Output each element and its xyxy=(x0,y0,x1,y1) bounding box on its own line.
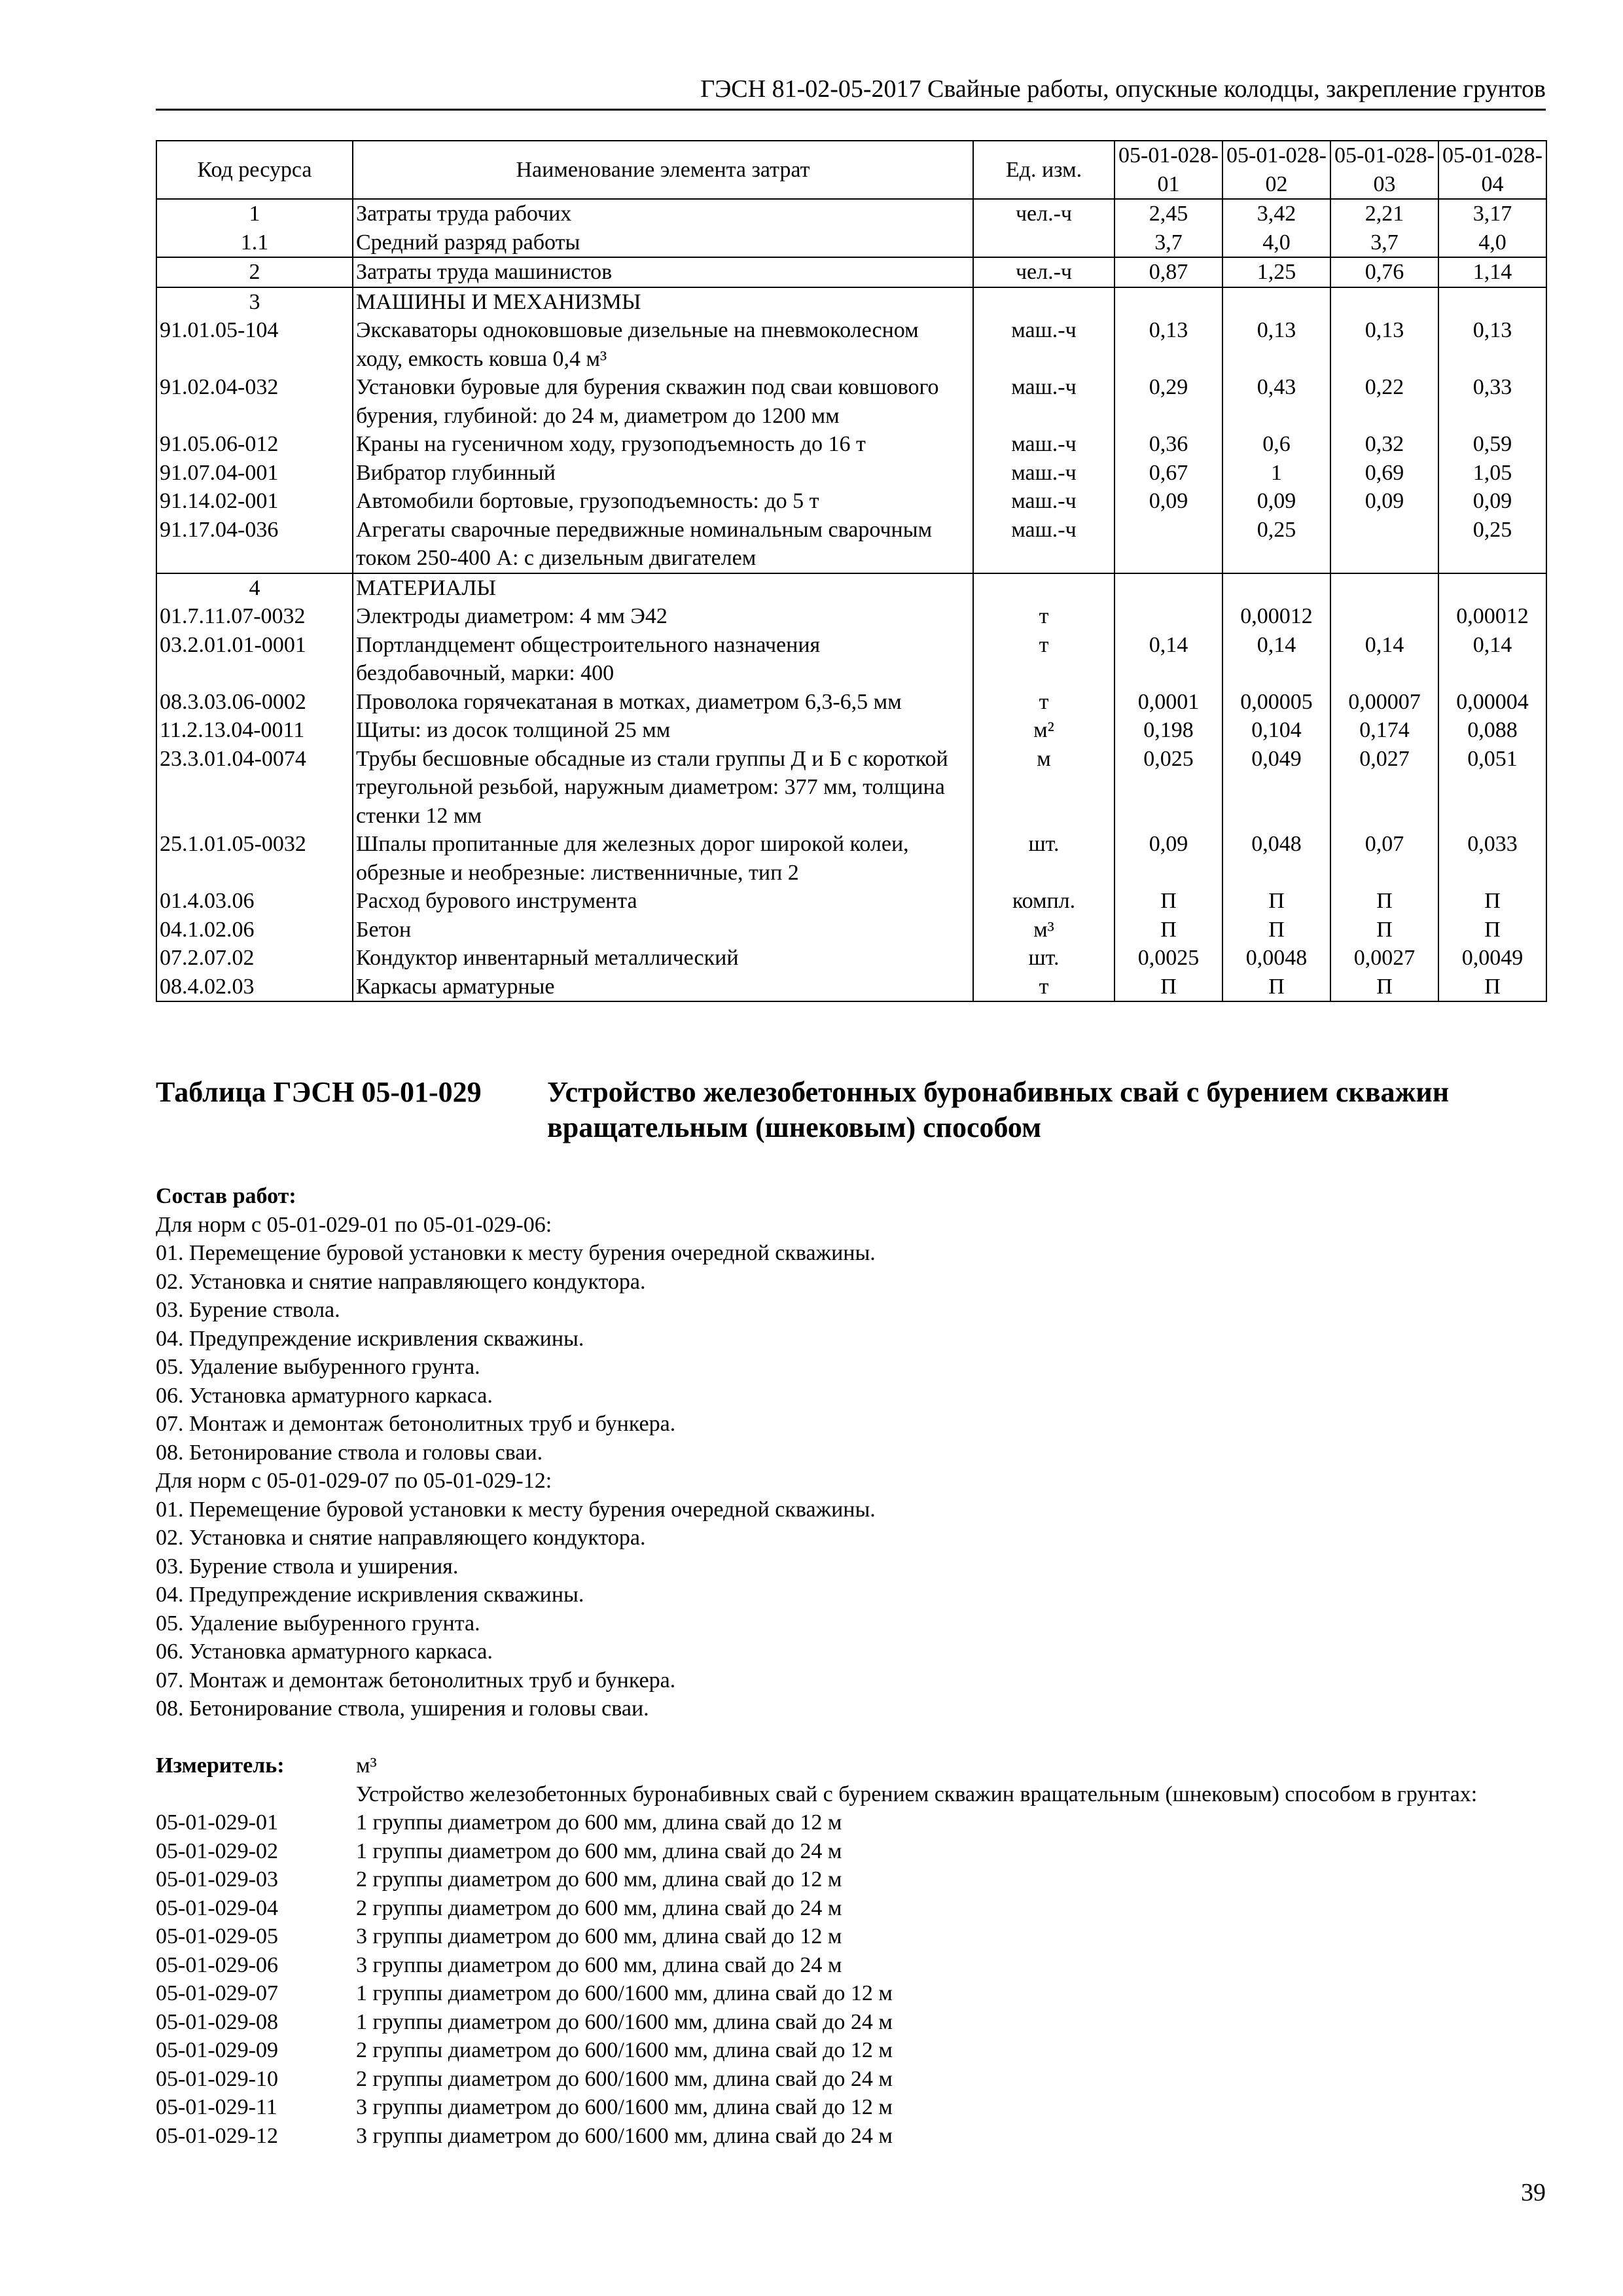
cell-unit: т xyxy=(973,688,1115,717)
norm-code: 05-01-029-09 xyxy=(156,2038,278,2062)
cell-v4: 0,00012 xyxy=(1438,602,1546,631)
cell-v3: 0,22 xyxy=(1330,373,1438,430)
work-item: 06. Установка арматурного каркаса. xyxy=(156,1383,493,1408)
cell-v3: 0,0027 xyxy=(1330,944,1438,973)
cell-unit: компл. xyxy=(973,887,1115,916)
norm-item xyxy=(156,2093,1546,2122)
cell-code: 03.2.01.01-0001 xyxy=(156,631,353,688)
work-item: 02. Установка и снятие направляющего кондуктора. xyxy=(156,1269,646,1294)
norm-description: 1 группы диаметром до 600/1600 мм, длина свай до 12 м xyxy=(356,1981,893,2005)
cell-v4: П xyxy=(1438,887,1546,916)
cell-v4: 1,05 xyxy=(1438,459,1546,488)
cell-name: Бетон xyxy=(353,916,973,944)
cell-name: Установки буровые для бурения скважин под сваи ковшового бурения, глубиной: до 24 м, диаметром до 1200 мм xyxy=(353,373,973,430)
cell-unit: м² xyxy=(973,716,1115,745)
cell-v2: 3,42 xyxy=(1222,199,1330,228)
cell-code: 91.14.02-001 xyxy=(156,487,353,516)
cell-v1 xyxy=(1115,516,1222,573)
work-composition-label: Состав работ: xyxy=(156,1184,296,1208)
cell-code: 1 xyxy=(156,199,353,228)
header-rule xyxy=(156,109,1546,111)
cell-v2: 1 xyxy=(1222,459,1330,488)
cell-v3: 0,32 xyxy=(1330,430,1438,459)
norm-code: 05-01-029-01 xyxy=(156,1810,278,1835)
work-item: 01. Перемещение буровой установки к месту бурения очередной скважины. xyxy=(156,1241,876,1265)
cell-v4: 0,13 xyxy=(1438,316,1546,373)
table-row xyxy=(156,688,1546,717)
meter-label: Измеритель: xyxy=(156,1753,285,1778)
cell-name: Трубы бесшовные обсадные из стали группы Д и Б с короткой треугольной резьбой, наружным диаметром: 377 мм, толщина стенки 12 мм xyxy=(353,745,973,831)
cell-unit: маш.-ч xyxy=(973,373,1115,430)
column-header-norm-2: 05-01-028-02 xyxy=(1222,141,1330,199)
cell-unit: шт. xyxy=(973,944,1115,973)
table-row xyxy=(156,602,1546,631)
work-item: 06. Установка арматурного каркаса. xyxy=(156,1640,493,1664)
resource-cost-table xyxy=(156,140,1547,1002)
meter-description: Устройство железобетонных буронабивных свай с бурением скважин вращательным (шнековым) способом в грунтах: xyxy=(356,1782,1478,1806)
norm-item xyxy=(156,1837,1546,1866)
cell-v3: 0,09 xyxy=(1330,487,1438,516)
cell-code: 01.7.11.07-0032 xyxy=(156,602,353,631)
cell-v1 xyxy=(1115,287,1222,317)
cell-v3: 2,21 xyxy=(1330,199,1438,228)
norm-description: 3 группы диаметром до 600 мм, длина свай до 24 м xyxy=(356,1952,842,1977)
table-row xyxy=(156,287,1546,317)
table-row xyxy=(156,430,1546,459)
cell-v2: 4,0 xyxy=(1222,228,1330,258)
table-row xyxy=(156,316,1546,373)
work-item: 05. Удаление выбуренного грунта. xyxy=(156,1355,480,1379)
column-header-norm-1: 05-01-028-01 xyxy=(1115,141,1222,199)
work-item: 07. Монтаж и демонтаж бетонолитных труб и бункера. xyxy=(156,1412,676,1436)
cell-v2: 0,43 xyxy=(1222,373,1330,430)
norm-item xyxy=(156,1865,1546,1894)
cell-v3 xyxy=(1330,287,1438,317)
cell-v4: 0,0049 xyxy=(1438,944,1546,973)
work-item: 03. Бурение ствола и уширения. xyxy=(156,1554,459,1579)
cell-v4: П xyxy=(1438,973,1546,1002)
cell-v3: П xyxy=(1330,916,1438,944)
cell-v3 xyxy=(1330,516,1438,573)
table-row xyxy=(156,257,1546,287)
cell-name: Вибратор глубинный xyxy=(353,459,973,488)
column-header-name: Наименование элемента затрат xyxy=(353,141,973,199)
cell-v1: 0,29 xyxy=(1115,373,1222,430)
work-item: Для норм с 05-01-029-01 по 05-01-029-06: xyxy=(156,1212,552,1237)
norm-code: 05-01-029-04 xyxy=(156,1895,278,1920)
table-group xyxy=(156,257,1546,287)
cell-v2: 0,09 xyxy=(1222,487,1330,516)
norm-code: 05-01-029-02 xyxy=(156,1839,278,1863)
cell-v4: 0,59 xyxy=(1438,430,1546,459)
table-row xyxy=(156,716,1546,745)
norm-item xyxy=(156,2065,1546,2094)
cell-v2 xyxy=(1222,287,1330,317)
cell-code: 07.2.07.02 xyxy=(156,944,353,973)
cell-v4: 0,09 xyxy=(1438,487,1546,516)
cell-code: 1.1 xyxy=(156,228,353,258)
table-row xyxy=(156,487,1546,516)
norm-description: 1 группы диаметром до 600 мм, длина свай до 12 м xyxy=(356,1810,842,1835)
cell-v1: 3,7 xyxy=(1115,228,1222,258)
cell-v3 xyxy=(1330,573,1438,603)
cell-v4: 0,33 xyxy=(1438,373,1546,430)
cell-unit: маш.-ч xyxy=(973,430,1115,459)
cell-v2 xyxy=(1222,573,1330,603)
column-header-norm-3: 05-01-028-03 xyxy=(1330,141,1438,199)
cell-v3: П xyxy=(1330,887,1438,916)
table-row xyxy=(156,459,1546,488)
cell-v4: 3,17 xyxy=(1438,199,1546,228)
cell-unit: чел.-ч xyxy=(973,257,1115,287)
cell-unit: м xyxy=(973,745,1115,831)
work-item: 03. Бурение ствола. xyxy=(156,1298,340,1322)
column-header-unit: Ед. изм. xyxy=(973,141,1115,199)
cell-unit: м³ xyxy=(973,916,1115,944)
cell-name: Агрегаты сварочные передвижные номинальным сварочным током 250-400 А: с дизельным двигателем xyxy=(353,516,973,573)
cell-v1 xyxy=(1115,602,1222,631)
cell-v3: 0,14 xyxy=(1330,631,1438,688)
cell-unit: шт. xyxy=(973,830,1115,887)
cell-name: Электроды диаметром: 4 мм Э42 xyxy=(353,602,973,631)
cell-v1: 2,45 xyxy=(1115,199,1222,228)
cell-v2: 0,14 xyxy=(1222,631,1330,688)
cell-unit xyxy=(973,573,1115,603)
cell-name: Щиты: из досок толщиной 25 мм xyxy=(353,716,973,745)
norm-item xyxy=(156,2122,1546,2151)
cell-code: 91.01.05-104 xyxy=(156,316,353,373)
cell-name: Кондуктор инвентарный металлический xyxy=(353,944,973,973)
cell-name: МАШИНЫ И МЕХАНИЗМЫ xyxy=(353,287,973,317)
cell-name: Расход бурового инструмента xyxy=(353,887,973,916)
cell-v2: 0,25 xyxy=(1222,516,1330,573)
cell-code: 3 xyxy=(156,287,353,317)
cell-unit: т xyxy=(973,602,1115,631)
cell-unit: маш.-ч xyxy=(973,316,1115,373)
cell-v3: 0,69 xyxy=(1330,459,1438,488)
cell-code: 08.4.02.03 xyxy=(156,973,353,1002)
table-row xyxy=(156,973,1546,1002)
cell-v1: П xyxy=(1115,916,1222,944)
norm-description: 1 группы диаметром до 600/1600 мм, длина свай до 24 м xyxy=(356,2009,893,2034)
table-row xyxy=(156,631,1546,688)
cell-v4: 0,051 xyxy=(1438,745,1546,831)
cell-v4: 0,25 xyxy=(1438,516,1546,573)
norm-code: 05-01-029-03 xyxy=(156,1867,278,1892)
cell-code: 91.07.04-001 xyxy=(156,459,353,488)
norm-item xyxy=(156,2036,1546,2065)
cell-v3: 0,07 xyxy=(1330,830,1438,887)
norm-description: 3 группы диаметром до 600 мм, длина свай до 12 м xyxy=(356,1924,842,1948)
cell-name: Затраты труда рабочих xyxy=(353,199,973,228)
cell-unit: маш.-ч xyxy=(973,516,1115,573)
cell-v2: П xyxy=(1222,973,1330,1002)
cell-v2: П xyxy=(1222,887,1330,916)
cell-v1: 0,09 xyxy=(1115,830,1222,887)
cell-v2: 0,049 xyxy=(1222,745,1330,831)
table-row xyxy=(156,228,1546,258)
norm-description: 3 группы диаметром до 600/1600 мм, длина свай до 24 м xyxy=(356,2123,893,2148)
work-item: Для норм с 05-01-029-07 по 05-01-029-12: xyxy=(156,1469,552,1493)
table-row xyxy=(156,745,1546,831)
cell-v3: 3,7 xyxy=(1330,228,1438,258)
norm-item xyxy=(156,1979,1546,2008)
cell-unit: маш.-ч xyxy=(973,487,1115,516)
cell-v1: 0,0025 xyxy=(1115,944,1222,973)
cell-v1: 0,09 xyxy=(1115,487,1222,516)
page-number: 39 xyxy=(1521,2179,1546,2206)
cell-v2: 0,00012 xyxy=(1222,602,1330,631)
cell-v4 xyxy=(1438,573,1546,603)
meter-header-row xyxy=(156,1751,1546,1780)
cell-v1: 0,36 xyxy=(1115,430,1222,459)
cell-v1 xyxy=(1115,573,1222,603)
cell-code: 11.2.13.04-0011 xyxy=(156,716,353,745)
cell-name: МАТЕРИАЛЫ xyxy=(353,573,973,603)
cell-v1: 0,87 xyxy=(1115,257,1222,287)
table-group xyxy=(156,287,1546,573)
cell-name: Автомобили бортовые, грузоподъемность: до 5 т xyxy=(353,487,973,516)
cell-v4: 1,14 xyxy=(1438,257,1546,287)
cell-v4: 0,00004 xyxy=(1438,688,1546,717)
table-group xyxy=(156,573,1546,1002)
cell-v1: 0,198 xyxy=(1115,716,1222,745)
norm-code: 05-01-029-10 xyxy=(156,2066,278,2091)
cell-v1: 0,025 xyxy=(1115,745,1222,831)
norm-description: 1 группы диаметром до 600 мм, длина свай до 24 м xyxy=(356,1839,842,1863)
norm-description: 2 группы диаметром до 600/1600 мм, длина свай до 12 м xyxy=(356,2038,893,2062)
table-heading: Устройство железобетонных буронабивных свай с бурением скважин вращательным (шнековым) способом xyxy=(547,1076,1450,1143)
cell-code: 25.1.01.05-0032 xyxy=(156,830,353,887)
cell-name: Шпалы пропитанные для железных дорог широкой колеи, обрезные и необрезные: лиственничные, тип 2 xyxy=(353,830,973,887)
column-header-norm-4: 05-01-028-04 xyxy=(1438,141,1546,199)
work-item: 07. Монтаж и демонтаж бетонолитных труб и бункера. xyxy=(156,1668,676,1693)
norm-code: 05-01-029-05 xyxy=(156,1924,278,1948)
cell-v3 xyxy=(1330,602,1438,631)
work-item: 08. Бетонирование ствола, уширения и головы сваи. xyxy=(156,1696,649,1721)
cell-code: 08.3.03.06-0002 xyxy=(156,688,353,717)
norm-description: 2 группы диаметром до 600 мм, длина свай до 24 м xyxy=(356,1895,842,1920)
cell-v1: П xyxy=(1115,887,1222,916)
cell-v2: 0,0048 xyxy=(1222,944,1330,973)
norm-description: 3 группы диаметром до 600/1600 мм, длина свай до 12 м xyxy=(356,2095,893,2119)
cell-unit: т xyxy=(973,631,1115,688)
cell-code: 91.02.04-032 xyxy=(156,373,353,430)
work-item: 04. Предупреждение искривления скважины. xyxy=(156,1326,584,1351)
table-number: Таблица ГЭСН 05-01-029 xyxy=(156,1076,482,1108)
cell-code: 23.3.01.04-0074 xyxy=(156,745,353,831)
cell-v3: 0,13 xyxy=(1330,316,1438,373)
cell-v3: 0,174 xyxy=(1330,716,1438,745)
cell-v3: 0,00007 xyxy=(1330,688,1438,717)
running-header: ГЭСН 81-02-05-2017 Свайные работы, опускные колодцы, закрепление грунтов xyxy=(700,75,1546,103)
cell-v3: 0,027 xyxy=(1330,745,1438,831)
cell-name: Затраты труда машинистов xyxy=(353,257,973,287)
cell-code: 04.1.02.06 xyxy=(156,916,353,944)
table-row xyxy=(156,516,1546,573)
work-item: 04. Предупреждение искривления скважины. xyxy=(156,1583,584,1607)
table-row xyxy=(156,916,1546,944)
table-row xyxy=(156,944,1546,973)
cell-v4: 4,0 xyxy=(1438,228,1546,258)
cell-code: 2 xyxy=(156,257,353,287)
cell-v2: П xyxy=(1222,916,1330,944)
cell-unit: чел.-ч xyxy=(973,199,1115,228)
table-row xyxy=(156,887,1546,916)
cell-v4: 0,088 xyxy=(1438,716,1546,745)
cell-v1: 0,14 xyxy=(1115,631,1222,688)
cell-code: 91.05.06-012 xyxy=(156,430,353,459)
cell-name: Каркасы арматурные xyxy=(353,973,973,1002)
work-item: 05. Удаление выбуренного грунта. xyxy=(156,1611,480,1636)
cell-v4 xyxy=(1438,287,1546,317)
cell-name: Проволока горячекатаная в мотках, диаметром 6,3-6,5 мм xyxy=(353,688,973,717)
cell-v1: 0,13 xyxy=(1115,316,1222,373)
work-item: 01. Перемещение буровой установки к месту бурения очередной скважины. xyxy=(156,1497,876,1522)
norm-code: 05-01-029-12 xyxy=(156,2123,278,2148)
cell-code: 91.17.04-036 xyxy=(156,516,353,573)
cell-code: 01.4.03.06 xyxy=(156,887,353,916)
column-header-code: Код ресурса xyxy=(156,141,353,199)
norm-item xyxy=(156,1894,1546,1923)
cell-v1: 0,0001 xyxy=(1115,688,1222,717)
norm-code: 05-01-029-06 xyxy=(156,1952,278,1977)
cell-name: Экскаваторы одноковшовые дизельные на пневмоколесном ходу, емкость ковша 0,4 м³ xyxy=(353,316,973,373)
norm-description: 2 группы диаметром до 600/1600 мм, длина свай до 24 м xyxy=(356,2066,893,2091)
cell-unit xyxy=(973,287,1115,317)
cell-v4: 0,14 xyxy=(1438,631,1546,688)
work-item: 02. Установка и снятие направляющего кондуктора. xyxy=(156,1526,646,1550)
table-row xyxy=(156,573,1546,603)
work-item: 08. Бетонирование ствола и головы сваи. xyxy=(156,1440,543,1465)
cell-name: Краны на гусеничном ходу, грузоподъемность до 16 т xyxy=(353,430,973,459)
cell-name: Портландцемент общестроительного назначения бездобавочный, марки: 400 xyxy=(353,631,973,688)
norm-code: 05-01-029-11 xyxy=(156,2095,277,2119)
norm-code: 05-01-029-08 xyxy=(156,2009,278,2034)
cell-v4: 0,033 xyxy=(1438,830,1546,887)
norm-description: 2 группы диаметром до 600 мм, длина свай до 12 м xyxy=(356,1867,842,1892)
norm-code: 05-01-029-07 xyxy=(156,1981,278,2005)
cell-v1: П xyxy=(1115,973,1222,1002)
cell-v3: 0,76 xyxy=(1330,257,1438,287)
cell-name: Средний разряд работы xyxy=(353,228,973,258)
norm-item xyxy=(156,2008,1546,2037)
cell-v2: 0,048 xyxy=(1222,830,1330,887)
cell-v2: 0,13 xyxy=(1222,316,1330,373)
cell-v2: 0,104 xyxy=(1222,716,1330,745)
table-group xyxy=(156,199,1546,257)
cell-code: 4 xyxy=(156,573,353,603)
cell-unit: маш.-ч xyxy=(973,459,1115,488)
table-row xyxy=(156,830,1546,887)
norm-item xyxy=(156,1922,1546,1951)
meter-section xyxy=(156,1751,1546,2150)
cell-unit xyxy=(973,228,1115,258)
cell-v1: 0,67 xyxy=(1115,459,1222,488)
cell-v3: П xyxy=(1330,973,1438,1002)
cell-v2: 1,25 xyxy=(1222,257,1330,287)
cell-unit: т xyxy=(973,973,1115,1002)
norm-item xyxy=(156,1808,1546,1837)
norm-item xyxy=(156,1951,1546,1980)
table-row xyxy=(156,373,1546,430)
cell-v2: 0,00005 xyxy=(1222,688,1330,717)
cell-v2: 0,6 xyxy=(1222,430,1330,459)
work-composition xyxy=(156,1182,1546,1723)
meter-unit: м³ xyxy=(356,1753,377,1778)
cell-v4: П xyxy=(1438,916,1546,944)
table-row xyxy=(156,199,1546,228)
